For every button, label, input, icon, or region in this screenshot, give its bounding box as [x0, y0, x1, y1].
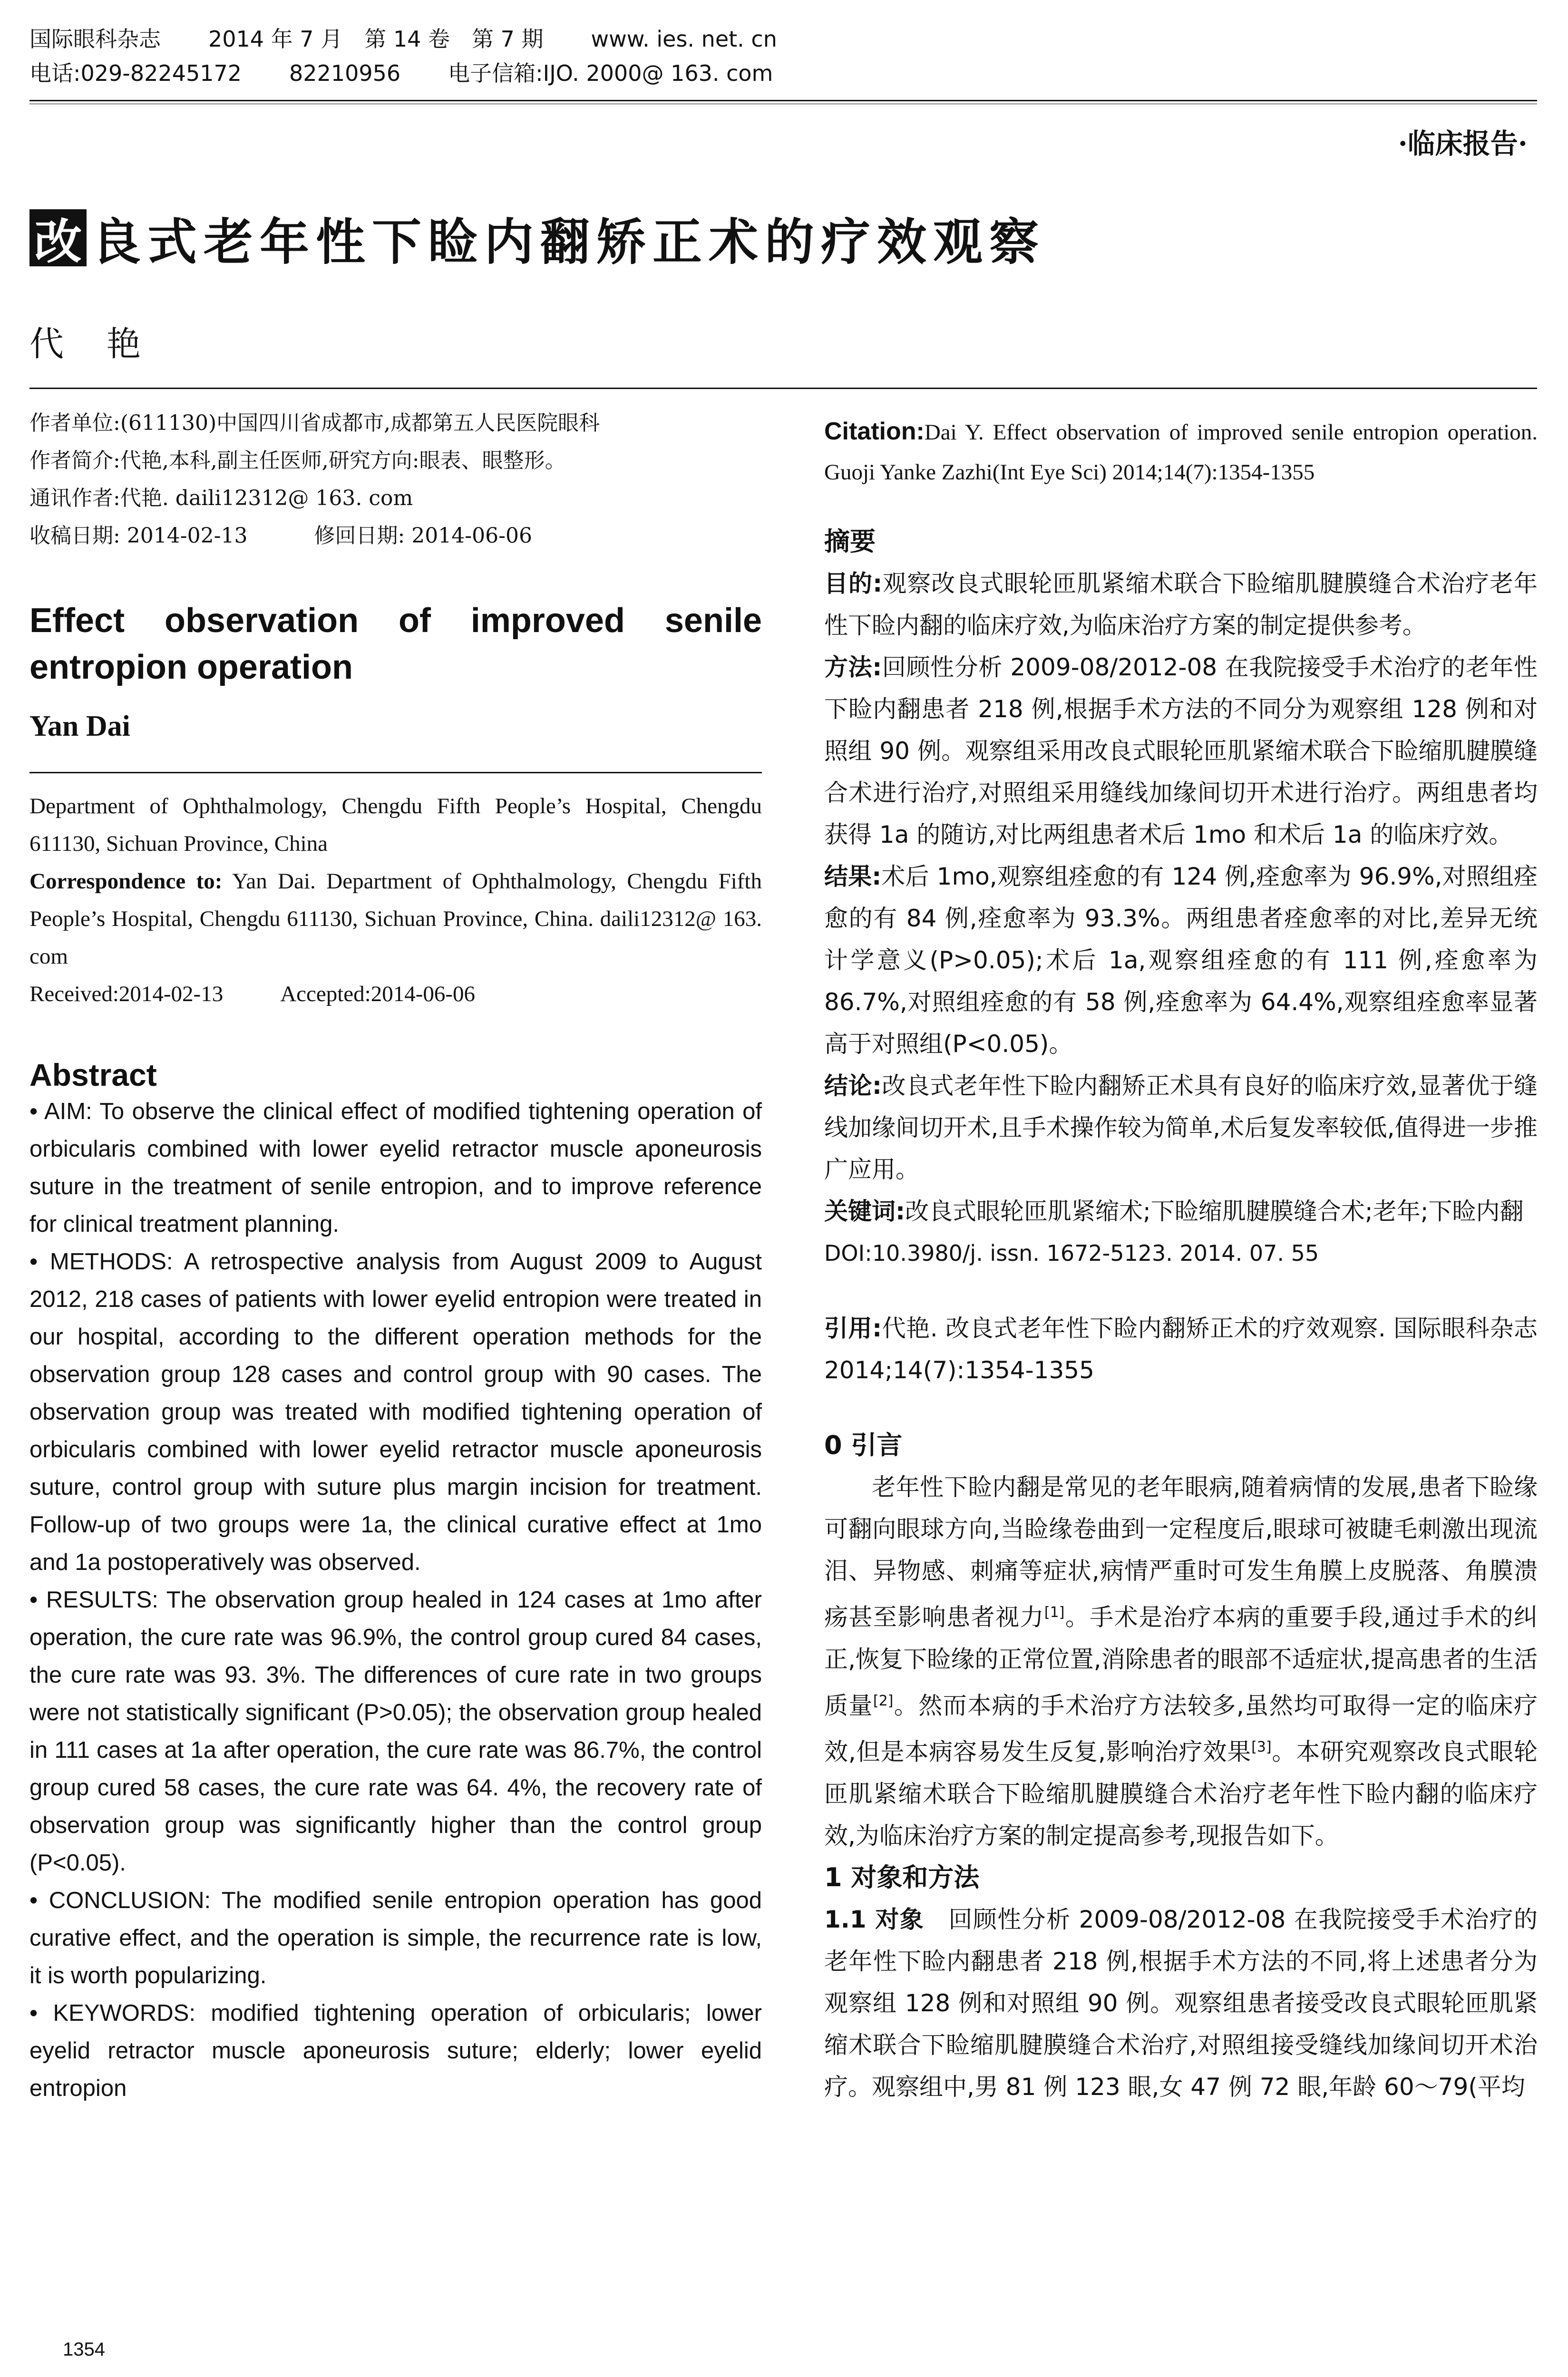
- author-chinese: 代艳: [29, 324, 184, 364]
- intro-text: 。然而本病的手术治疗方法较多,虽然均可取得一定的临床疗效,但是本病容易发生反复,影响治疗效果: [824, 1692, 1538, 1766]
- summary-heading: 摘要: [824, 526, 876, 556]
- header-line-2: [29, 56, 1537, 90]
- subsection-label: 1.1 对象: [824, 1905, 925, 1933]
- author-unit: 作者单位:(611130)中国四川省成都市,成都第五人民医院眼科: [29, 411, 600, 435]
- header-line-1: [29, 22, 1537, 56]
- summary-text: 改良式眼轮匝肌紧缩术;下睑缩肌腱膜缝合术;老年;下睑内翻: [905, 1198, 1524, 1225]
- reference-mark: [1]: [1044, 1604, 1065, 1621]
- doi: DOI:10.3980/j. issn. 1672-5123. 2014. 07. 55: [824, 1240, 1319, 1266]
- intro-heading: 0 引言: [824, 1430, 903, 1460]
- summary-objective: [824, 563, 1538, 646]
- cite-cn: [824, 1307, 1538, 1391]
- summary-results: [824, 856, 1538, 1065]
- correspondence-text: Yan Dai. Department of Ophthalmology, Chengdu Fifth People’s Hospital, Chengdu 611130, Sichuan Province, China. daili12312@ 163. com: [29, 869, 762, 969]
- subject-paragraph: [824, 1899, 1538, 2108]
- author-bio: 作者简介:代艳,本科,副主任医师,研究方向:眼表、眼整形。: [29, 448, 566, 473]
- reference-mark: [3]: [1251, 1739, 1272, 1756]
- summary-label: 结论:: [824, 1072, 882, 1100]
- summary-text: 术后 1mo,观察组痊愈的有 124 例,痊愈率为 96.9%,对照组痊愈的有 84 例,痊愈率为 93.3%。两组患者痊愈率的对比,差异无统计学意义(P>0.05);术后 1a,观察组痊愈的有 111 例,痊愈率为 86.7%,对照组痊愈的有 58 例,痊愈率为 64.4%,观察组痊愈率显著高于对照组(P<0.05)。: [824, 863, 1538, 1058]
- cite-cn-text: 代艳. 改良式老年性下睑内翻矫正术的疗效观察. 国际眼科杂志 2014;14(7):1354-1355: [824, 1315, 1538, 1384]
- accepted-date-en: Accepted:2014-06-06: [280, 982, 476, 1006]
- english-author: Yan Dai: [29, 710, 130, 742]
- english-title: Effect observation of improved senile entropion operation: [29, 602, 762, 686]
- article-title: [29, 205, 1045, 271]
- cite-cn-label: 引用:: [824, 1315, 882, 1342]
- title-first-char: 改: [29, 209, 87, 266]
- revised-date-cn: 修回日期: 2014-06-06: [314, 524, 532, 548]
- summary-text: 观察改良式眼轮匝肌紧缩术联合下睑缩肌腱膜缝合术治疗老年性下睑内翻的临床疗效,为临床治疗方案的制定提供参考。: [824, 570, 1538, 639]
- affiliation: Department of Ophthalmology, Chengdu Fifth People’s Hospital, Chengdu 611130, Sichuan Province, China: [29, 794, 762, 856]
- header-rule: [29, 100, 1537, 101]
- received-date-cn: 收稿日期: 2014-02-13: [29, 524, 248, 548]
- section-tag: ·临床报告·: [1398, 127, 1528, 160]
- intro-text: 。本研究观察改良式眼轮匝肌紧缩术联合下睑缩肌腱膜缝合术治疗老年性下睑内翻的临床疗效,为临床治疗方案的制定提高参考,现报告如下。: [824, 1738, 1538, 1850]
- abstract-results: • RESULTS: The observation group healed in 124 cases at 1mo after operation, the cure rate was 96.9%, the control group cured 84 cases, the cure rate was 93. 3%. The differences of cure rate in two groups were not statistically significant (P>0.05); the observation group healed in 111 cases at 1a after operation, the cure rate was 86.7%, the control group cured 58 cases, the cure rate was 64. 4%, the recovery rate of observation group was significantly higher than the control group (P<0.05).: [29, 1587, 762, 1876]
- intro-paragraph: [824, 1466, 1538, 1857]
- dates-en: [29, 975, 762, 1013]
- summary-conclusion: [824, 1065, 1538, 1190]
- summary-text: 回顾性分析 2009-08/2012-08 在我院接受手术治疗的老年性下睑内翻患者 218 例,根据手术方法的不同分为观察组 128 例和对照组 90 例。观察组采用改良式眼轮匝肌紧缩术联合下睑缩肌腱膜缝合术进行治疗,对照组采用缝线加缘间切开术进行治疗。两组患者均获得 1a 的随访,对比两组患者术后 1mo 和术后 1a 的临床疗效。: [824, 653, 1538, 848]
- summary-label: 目的:: [824, 570, 883, 597]
- subsection-text: 回顾性分析 2009-08/2012-08 在我院接受手术治疗的老年性下睑内翻患者 218 例,根据手术方法的不同,将上述患者分为观察组 128 例和对照组 90 例。观察组患者接受改良式眼轮匝肌紧缩术联合下睑缩肌腱膜缝合术治疗,对照组接受缝线加缘间切开术治疗。观察组中,男 81 例 123 眼,女 47 例 72 眼,年龄 60～79(平均: [824, 1905, 1538, 2101]
- summary-text: 改良式老年性下睑内翻矫正术具有良好的临床疗效,显著优于缝线加缘间切开术,且手术操作较为简单,术后复发率较低,值得进一步推广应用。: [824, 1072, 1538, 1183]
- journal-name: 国际眼科杂志: [29, 26, 161, 52]
- right-column: [824, 411, 1538, 2108]
- website: www. ies. net. cn: [591, 26, 777, 52]
- correspondence-label: Correspondence to:: [29, 869, 223, 894]
- abstract-heading: Abstract: [29, 1057, 157, 1092]
- title-text: 良式老年性下睑内翻矫正术的疗效观察: [91, 213, 1046, 271]
- left-column: [29, 404, 762, 2107]
- reference-mark: [2]: [873, 1692, 894, 1709]
- summary-label: 方法:: [824, 653, 882, 681]
- author-rule: [29, 388, 1537, 389]
- abstract-conclusion: • CONCLUSION: The modified senile entropion operation has good curative effect, and the operation is simple, the recurrence rate is low, it is worth popularizing.: [29, 1888, 762, 1988]
- summary-methods: [824, 646, 1538, 856]
- affiliation-block: [29, 788, 762, 1013]
- page-number: 1354: [63, 2339, 105, 2360]
- dates-cn: [29, 517, 762, 555]
- phone-2: 82210956: [289, 60, 401, 86]
- phone: 电话:029-82245172: [29, 60, 242, 86]
- corresponding-author: 通讯作者:代艳. daili12312@ 163. com: [29, 486, 413, 510]
- intro-text: 老年性下睑内翻是常见的老年眼病,随着病情的发展,患者下睑缘可翻向眼球方向,当睑缘卷曲到一定程度后,眼球可被睫毛刺激出现流泪、异物感、刺痛等症状,病情严重时可发生角膜上皮脱落、角膜溃疡甚至影响患者视力: [824, 1473, 1538, 1631]
- citation-label: Citation:: [824, 418, 925, 445]
- english-author-rule: [29, 772, 762, 773]
- email: 电子信箱:IJO. 2000@ 163. com: [448, 60, 773, 86]
- correspondence: [29, 863, 762, 975]
- citation: [824, 411, 1538, 492]
- issue-info: 2014 年 7 月 第 14 卷 第 7 期: [208, 26, 544, 52]
- abstract-methods: • METHODS: A retrospective analysis from August 2009 to August 2012, 218 cases of patients with lower eyelid entropion were treated in our hospital, according to the different operation methods for the observation group 128 cases and control group with 90 cases. The observation group was treated with modified tightening operation of orbicularis combined with lower eyelid retractor muscle aponeurosis suture, control group with suture plus margin incision for treatment. Follow-up of two groups were 1a, the clinical curative effect at 1mo and 1a postoperatively was observed.: [29, 1249, 762, 1575]
- abstract-keywords: • KEYWORDS: modified tightening operation of orbicularis; lower eyelid retractor muscle aponeurosis suture; elderly; lower eyelid entropion: [29, 2000, 762, 2101]
- methods-heading: 1 对象和方法: [824, 1862, 980, 1892]
- citation-text: Dai Y. Effect observation of improved senile entropion operation. Guoji Yanke Zazhi(Int Eye Sci) 2014;14(7):1354-1355: [824, 420, 1538, 485]
- journal-header: [29, 22, 1537, 90]
- summary-label: 关键词:: [824, 1198, 905, 1225]
- intro-text: 。手术是治疗本病的重要手段,通过手术的纠正,恢复下睑缘的正常位置,消除患者的眼部不适症状,提高患者的生活质量: [824, 1603, 1538, 1720]
- summary-label: 结果:: [824, 863, 882, 890]
- abstract-aim: • AIM: To observe the clinical effect of modified tightening operation of orbicularis combined with lower eyelid retractor muscle aponeurosis suture in the treatment of senile entropion, and to improve reference for clinical treatment planning.: [29, 1099, 762, 1237]
- received-date-en: Received:2014-02-13: [29, 982, 224, 1006]
- summary-keywords: [824, 1190, 1538, 1232]
